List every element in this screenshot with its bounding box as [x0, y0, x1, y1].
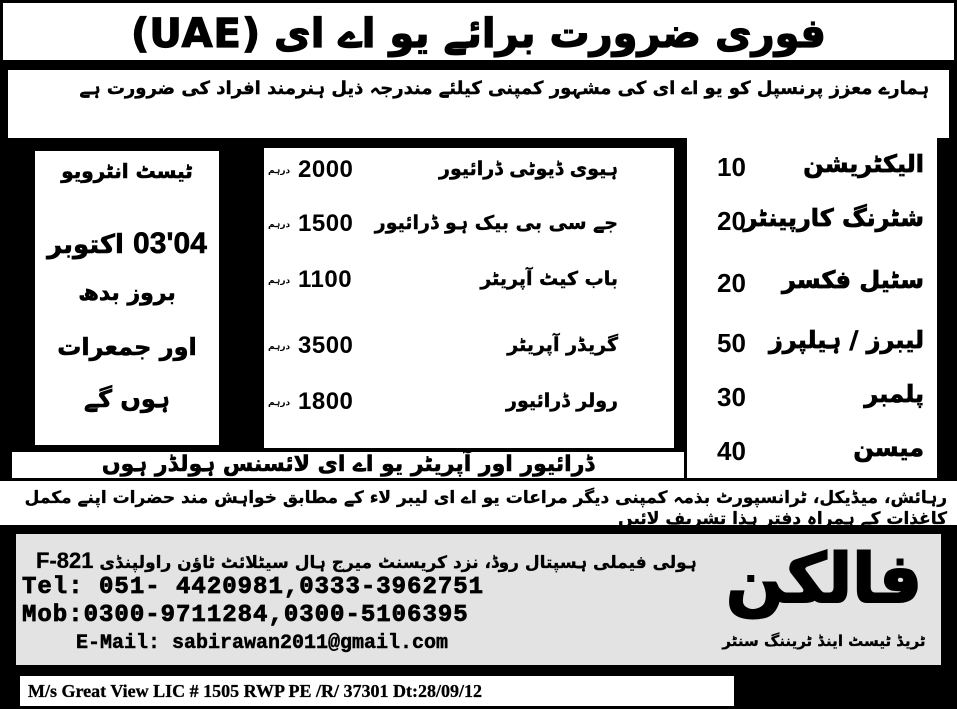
license-note: ڈرائیور اور آپریٹر یو اے ای لائسنس ہولڈر ہوں — [12, 452, 684, 478]
list-item — [264, 388, 674, 422]
benefits-note: رہائش، میڈیکل، ٹرانسپورٹ بذمہ کمپنی دیگر مراعات یو اے ای لیبر لاء کے مطابق خواہش مند حضرات اپنے مکمل کاغذات کے ہمراہ دفتر ہذا تشریف لائیں — [24, 488, 947, 529]
list-item — [687, 148, 940, 188]
job-name: گریڈر آپریٹر — [507, 334, 618, 356]
test-title: ٹیسٹ انٹرویو — [61, 159, 193, 183]
job-salary: 2000 — [298, 156, 354, 183]
address-text: ہولی فیملی ہسپتال روڈ، نزد کریسنٹ میرج ہال سیٹلائٹ ٹاؤن راولپنڈی — [99, 553, 697, 573]
intro-text: ہمارے معزز پرنسپل کو یو اے ای کی مشہور کمپنی کیلئے مندرجہ ذیل ہنرمند افراد کی ضرورت ہے — [79, 78, 929, 99]
jobs-board — [12, 138, 937, 478]
trades-list — [684, 138, 937, 478]
intro-panel — [8, 70, 949, 138]
test-date — [35, 227, 219, 261]
trade-name: سٹیل فکسر — [782, 266, 924, 294]
trade-quantity: 40 — [717, 436, 746, 466]
title-band — [0, 0, 957, 66]
job-salary: 1100 — [298, 266, 353, 293]
trade-name: میسن — [853, 434, 924, 462]
trade-name: شٹرنگ کارپینٹر — [743, 204, 924, 232]
brand-logo — [706, 538, 942, 664]
trade-name: الیکٹریشن — [803, 150, 924, 178]
list-item — [687, 432, 940, 472]
brand-name: فالکن — [725, 540, 923, 619]
address — [30, 548, 697, 574]
list-item — [264, 156, 674, 190]
driver-jobs-list — [264, 148, 674, 448]
trade-name: لیبرز / ہیلپرز — [768, 326, 924, 354]
job-name: جے سی بی بیک ہو ڈرائیور — [374, 212, 618, 234]
email-address[interactable]: E-Mail: sabirawan2011@gmail.com — [76, 632, 449, 655]
currency-label: درہم — [268, 220, 291, 230]
job-salary: 3500 — [298, 332, 354, 359]
trade-quantity: 10 — [717, 152, 746, 182]
ad-title: فوری ضرورت برائے یو اے ای (UAE) — [131, 11, 826, 57]
list-item — [687, 264, 940, 304]
job-name: رولر ڈرائیور — [506, 390, 618, 412]
currency-label: درہم — [268, 398, 291, 408]
trade-name: پلمبر — [864, 380, 924, 408]
currency-label: درہم — [268, 342, 291, 352]
list-item — [264, 332, 674, 366]
test-day-1: بروز بدھ — [78, 281, 176, 306]
list-item — [687, 378, 940, 418]
telephone-numbers: Tel: 051- 4420981,0333-3962751 — [22, 574, 485, 601]
currency-label: درہم — [268, 166, 291, 176]
trade-quantity: 30 — [717, 382, 746, 412]
license-footer: M/s Great View LIC # 1505 RWP PE /R/ 37301 Dt:28/09/12 — [28, 681, 483, 701]
address-code: F-821 — [36, 548, 94, 573]
test-day-3: ہوں گے — [84, 385, 170, 413]
trade-quantity: 20 — [717, 268, 746, 298]
job-name: باب کیٹ آپریٹر — [480, 268, 618, 290]
job-salary: 1800 — [298, 388, 354, 415]
benefits-note-panel — [0, 481, 957, 529]
job-name: ہیوی ڈیوٹی ڈرائیور — [439, 158, 618, 180]
currency-label: درہم — [268, 276, 291, 286]
trade-quantity: 20 — [717, 206, 746, 236]
list-item — [264, 210, 674, 244]
mobile-numbers: Mob:0300-9711284,0300-5106395 — [22, 602, 469, 629]
list-item — [687, 202, 940, 242]
contact-panel — [14, 532, 943, 667]
test-interview-box — [32, 148, 222, 448]
list-item — [687, 324, 940, 364]
test-date-numbers: 03'04 — [133, 227, 207, 260]
trade-quantity: 50 — [717, 328, 746, 358]
footer-panel — [20, 676, 734, 706]
job-salary: 1500 — [298, 210, 354, 237]
test-month: اکتوبر — [47, 230, 124, 260]
list-item — [264, 266, 674, 300]
test-day-2: اور جمعرات — [57, 333, 197, 361]
brand-subtitle: ٹریڈ ٹیسٹ اینڈ ٹریننگ سنٹر — [722, 632, 926, 650]
